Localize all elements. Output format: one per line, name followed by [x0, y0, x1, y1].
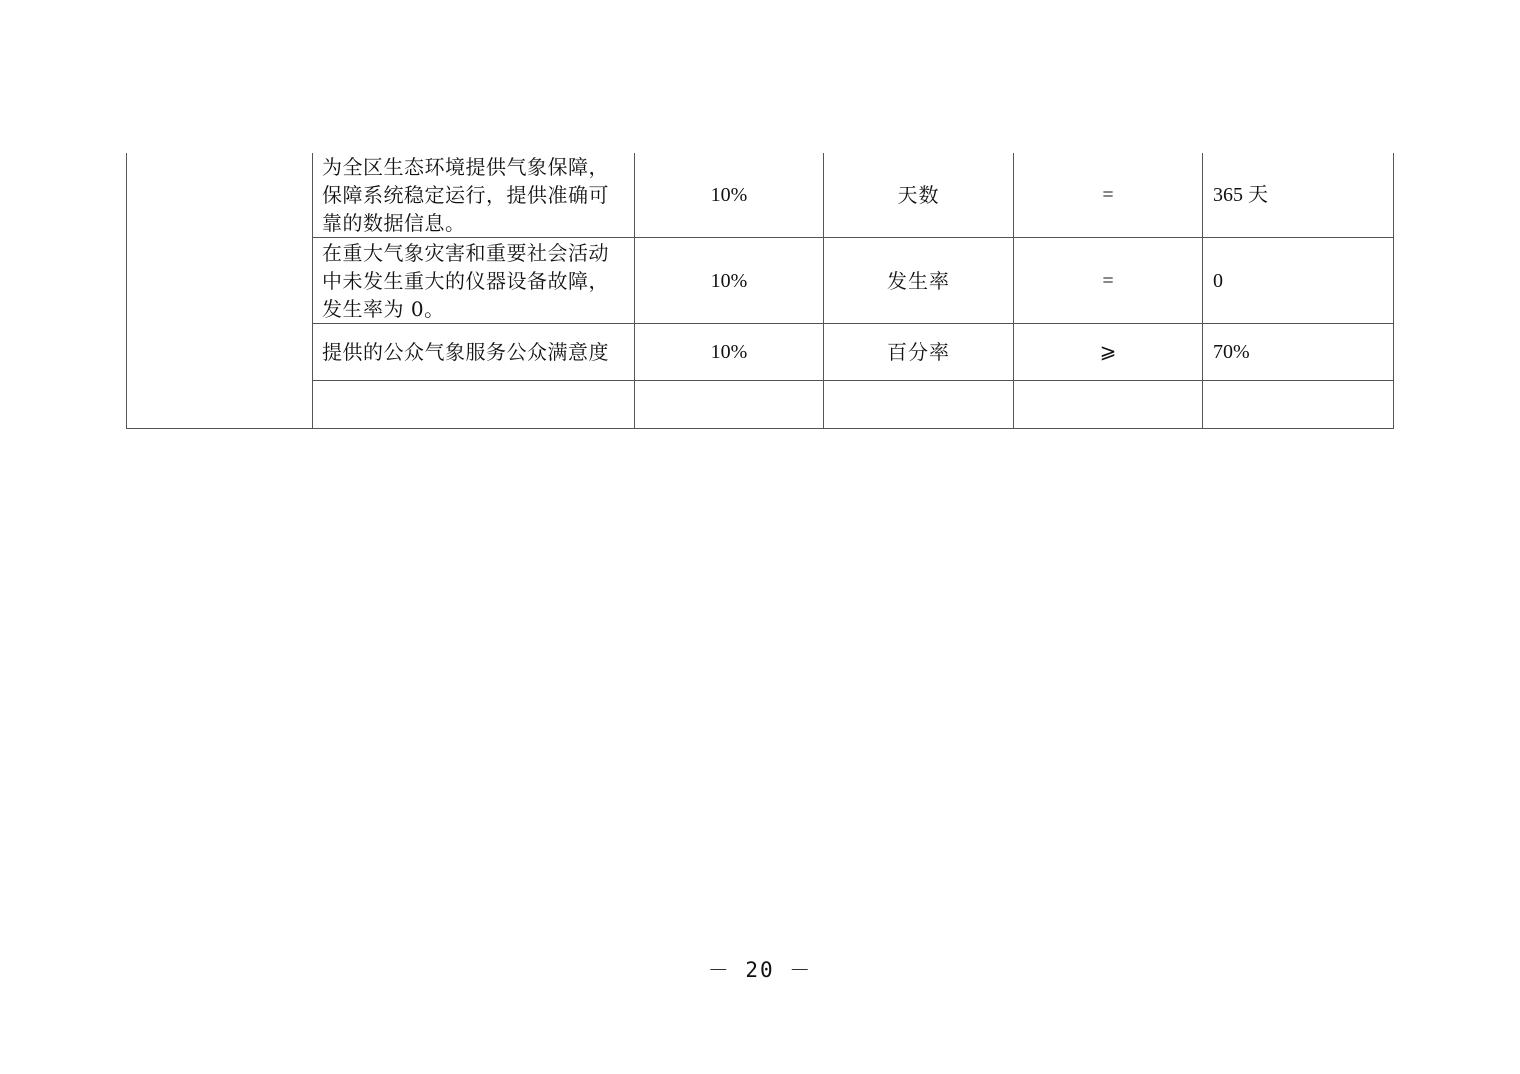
indicator-unit: 天数 — [824, 153, 1014, 238]
performance-indicator-table — [126, 153, 1394, 429]
indicator-description — [313, 381, 635, 429]
indicator-operator — [1014, 381, 1203, 429]
indicator-target: 0 — [1203, 238, 1394, 324]
table-row — [127, 381, 1394, 429]
category-cell — [127, 153, 313, 429]
indicator-operator: = — [1014, 238, 1203, 324]
indicator-description: 在重大气象灾害和重要社会活动中未发生重大的仪器设备故障，发生率为 0。 — [313, 238, 635, 324]
indicator-weight: 10% — [635, 153, 824, 238]
indicator-unit: 百分率 — [824, 324, 1014, 381]
indicator-unit: 发生率 — [824, 238, 1014, 324]
indicator-operator: = — [1014, 153, 1203, 238]
indicator-target — [1203, 381, 1394, 429]
indicator-description: 提供的公众气象服务公众满意度 — [313, 324, 635, 381]
indicator-target: 365 天 — [1203, 153, 1394, 238]
table-row — [127, 153, 1394, 238]
indicator-weight: 10% — [635, 238, 824, 324]
indicator-unit — [824, 381, 1014, 429]
table-row — [127, 238, 1394, 324]
indicator-description: 为全区生态环境提供气象保障，保障系统稳定运行，提供准确可靠的数据信息。 — [313, 153, 635, 238]
indicator-weight: 10% — [635, 324, 824, 381]
indicator-weight — [635, 381, 824, 429]
indicator-target: 70% — [1203, 324, 1394, 381]
table-row — [127, 324, 1394, 381]
indicator-operator: ⩾ — [1014, 324, 1203, 381]
page-number: － 20 － — [707, 958, 813, 982]
